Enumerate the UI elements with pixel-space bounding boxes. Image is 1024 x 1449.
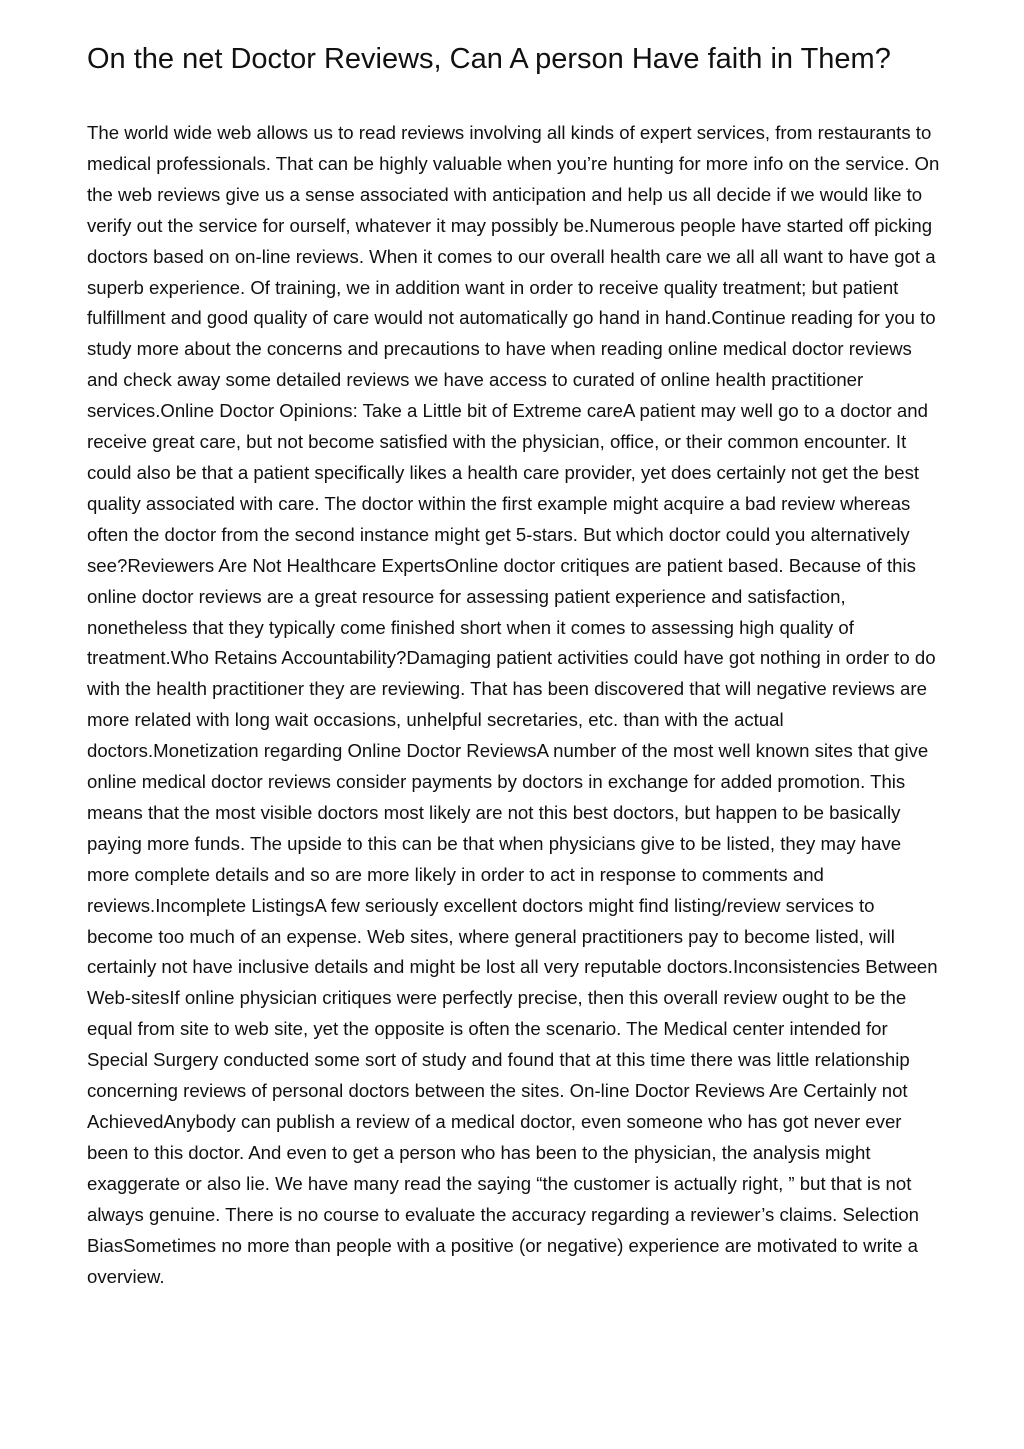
document-title: On the net Doctor Reviews, Can A person Have faith in Them? [87, 43, 891, 75]
document-page [87, 44, 942, 1292]
document-body-text: The world wide web allows us to read reviews involving all kinds of expert services, from restaurants to medical professionals. That can be highly valuable when you’re hunting for more info on the service. On the web reviews give us a sense associated with anticipation and help us all decide if we would like to verify out the service for ourself, whatever it may possibly be.Numerous people have started off picking doctors based on on-line reviews. When it comes to our overall health care we all all want to have got a superb experience. Of training, we in addition want in order to receive quality treatment; but patient fulfillment and good quality of care would not automatically go hand in hand.Continue reading for you to study more about the concerns and precautions to have when reading online medical doctor reviews and check away some detailed reviews we have access to curated of online health practitioner services.Online Doctor Opinions: Take a Little bit of Extreme careA patient may well go to a doctor and receive great care, but not become satisfied with the physician, office, or their common encounter. It could also be that a patient specifically likes a health care provider, yet does certainly not get the best quality associated with care. The doctor within the first example might acquire a bad review whereas often the doctor from the second instance might get 5-stars. But which doctor could you alternatively see?Reviewers Are Not Healthcare ExpertsOnline doctor critiques are patient based. Because of this online doctor reviews are a great resource for assessing patient experience and satisfaction, nonetheless that they typically come finished short when it comes to assessing high quality of treatment.Who Retains Accountability?Damaging patient activities could have got nothing in order to do with the health practitioner they are reviewing. That has been discovered that will negative reviews are more related with long wait occasions, unhelpful secretaries, etc. than with the actual doctors.Monetization regarding Online Doctor ReviewsA number of the most well known sites that give online medical doctor reviews consider payments by doctors in exchange for added promotion. This means that the most visible doctors most likely are not this best doctors, but happen to be basically paying more funds. The upside to this can be that when physicians give to be listed, they may have more complete details and so are more likely in order to act in response to comments and reviews.Incomplete ListingsA few seriously excellent doctors might find listing/review services to become too much of an expense. Web sites, where general practitioners pay to become listed, will certainly not have inclusive details and might be lost all very reputable doctors.Inconsistencies Between Web-sitesIf online physician critiques were perfectly precise, then this overall review ought to be the equal from site to web site, yet the opposite is often the scenario. The Medical center intended for Special Surgery conducted some sort of study and found that at this time there was little relationship concerning reviews of personal doctors between the sites. On-line Doctor Reviews Are Certainly not AchievedAnybody can publish a review of a medical doctor, even someone who has got never ever been to this doctor. And even to get a person who has been to the physician, the analysis might exaggerate or also lie. We have many read the saying “the customer is actually right, ” but that is not always genuine. There is no course to evaluate the accuracy regarding a reviewer’s claims. Selection BiasSometimes no more than people with a positive (or negative) experience are motivated to write a overview. [87, 122, 940, 1287]
